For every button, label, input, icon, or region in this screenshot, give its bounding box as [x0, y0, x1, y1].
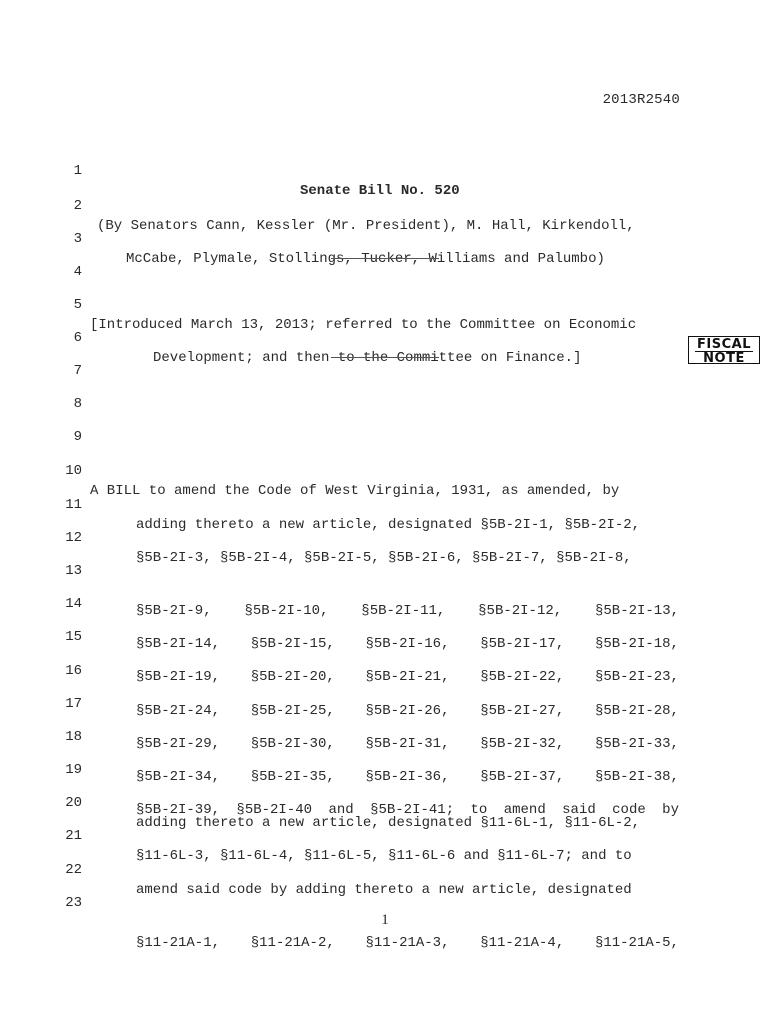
- line-number: 19: [65, 762, 82, 778]
- line-number: 4: [73, 264, 82, 280]
- bill-line: [0, 242, 770, 280]
- word: §5B-2I-39,: [136, 802, 221, 818]
- line-number: 7: [73, 363, 82, 379]
- fiscal-note-word: FISCAL: [697, 337, 751, 352]
- section-ref: §5B-2I-27,: [480, 703, 565, 719]
- bill-line: [0, 806, 770, 864]
- section-ref: §5B-2I-22,: [480, 669, 565, 685]
- page-number: 1: [381, 912, 389, 928]
- bill-text: amend said code by adding thereto a new article, designated: [136, 882, 632, 898]
- section-ref: §5B-2I-18,: [594, 636, 679, 652]
- line-number: 16: [65, 663, 82, 679]
- section-ref: §5B-2I-33,: [594, 736, 679, 752]
- word: code: [612, 802, 646, 818]
- line-number: 17: [65, 696, 82, 712]
- line-number: 12: [65, 530, 82, 546]
- introduced-line: Development; and then to the Committee on Finance.]: [153, 350, 582, 366]
- document-id: 2013R2540: [602, 92, 680, 108]
- section-ref: §5B-2I-16,: [365, 636, 450, 652]
- bill-text: adding thereto a new article, designated §11-6L-1, §11-6L-2,: [136, 815, 641, 831]
- line-number: 15: [65, 629, 82, 645]
- line-number: 6: [73, 330, 82, 346]
- section-ref: §5B-2I-37,: [480, 769, 565, 785]
- separator-line: [331, 258, 439, 259]
- line-number: 13: [65, 563, 82, 579]
- word: §5B-2I-41;: [370, 802, 455, 818]
- section-ref: §5B-2I-35,: [250, 769, 335, 785]
- bill-text: A BILL to amend the Code of West Virginia, 1931, as amended, by: [90, 483, 620, 499]
- line-number: 11: [65, 497, 82, 513]
- section-ref: §5B-2I-24,: [136, 703, 221, 719]
- line-number: 9: [73, 429, 82, 445]
- section-ref: §5B-2I-17,: [480, 636, 565, 652]
- section-ref: §5B-2I-23,: [594, 669, 679, 685]
- sponsors-line: McCabe, Plymale, Stollings, Tucker, Williams and Palumbo): [126, 251, 605, 267]
- line-number: 23: [65, 895, 82, 911]
- sponsors-line: (By Senators Cann, Kessler (Mr. President), M. Hall, Kirkendoll,: [97, 218, 635, 234]
- section-ref: §5B-2I-30,: [250, 736, 335, 752]
- section-ref: §5B-2I-38,: [594, 769, 679, 785]
- bill-text: adding thereto a new article, designated §5B-2I-1, §5B-2I-2,: [136, 517, 641, 533]
- bill-line: [0, 508, 770, 566]
- fiscal-note-stamp[interactable]: [688, 336, 760, 364]
- section-ref: §5B-2I-32,: [480, 736, 565, 752]
- section-ref: §5B-2I-31,: [365, 736, 450, 752]
- section-ref: §5B-2I-29,: [136, 736, 221, 752]
- section-ref: §5B-2I-12,: [478, 603, 563, 619]
- section-ref: §11-21A-2,: [250, 935, 335, 951]
- section-ref: §11-21A-4,: [480, 935, 565, 951]
- section-ref: §11-21A-3,: [365, 935, 450, 951]
- word: amend: [503, 802, 546, 818]
- section-ref: §5B-2I-26,: [365, 703, 450, 719]
- section-ref: §5B-2I-9,: [136, 603, 212, 619]
- bill-line: [0, 341, 770, 379]
- bill-line: [0, 475, 770, 533]
- fiscal-note-word: NOTE: [695, 351, 753, 365]
- bill-line: [0, 141, 770, 199]
- section-ref: §5B-2I-19,: [136, 669, 221, 685]
- section-ref: §5B-2I-15,: [250, 636, 335, 652]
- line-number: 1: [73, 163, 82, 179]
- separator-line: [331, 357, 439, 358]
- line-number: 8: [73, 396, 82, 412]
- section-ref: §5B-2I-13,: [594, 603, 679, 619]
- bill-text: [136, 933, 679, 953]
- bill-line: [0, 441, 770, 499]
- bill-text: §5B-2I-3, §5B-2I-4, §5B-2I-5, §5B-2I-6, §5B-2I-7, §5B-2I-8,: [136, 550, 632, 566]
- bill-line: [0, 840, 770, 898]
- line-number: 20: [65, 795, 82, 811]
- section-ref: §5B-2I-34,: [136, 769, 221, 785]
- section-ref: §5B-2I-21,: [365, 669, 450, 685]
- section-ref: §5B-2I-28,: [594, 703, 679, 719]
- line-number: 18: [65, 729, 82, 745]
- line-number: 22: [65, 862, 82, 878]
- word: to: [470, 802, 488, 818]
- bill-title: Senate Bill No. 520: [300, 183, 460, 199]
- section-ref: §11-21A-5,: [594, 935, 679, 951]
- bill-text: §11-6L-3, §11-6L-4, §11-6L-5, §11-6L-6 and §11-6L-7; and to: [136, 848, 632, 864]
- section-ref: §11-21A-1,: [136, 935, 221, 951]
- bill-line: [0, 873, 770, 951]
- section-ref: §5B-2I-36,: [365, 769, 450, 785]
- section-ref: §5B-2I-14,: [136, 636, 221, 652]
- section-ref: §5B-2I-10,: [244, 603, 329, 619]
- line-number: 21: [65, 828, 82, 844]
- bill-line: [0, 407, 770, 445]
- bill-line: [0, 209, 770, 267]
- line-number: 10: [65, 463, 82, 479]
- line-number: 3: [73, 231, 82, 247]
- line-number: 2: [73, 198, 82, 214]
- bill-line: [0, 374, 770, 412]
- section-ref: §5B-2I-11,: [361, 603, 446, 619]
- bill-line: [0, 275, 770, 333]
- word: §5B-2I-40: [236, 802, 313, 818]
- line-number: 14: [65, 596, 82, 612]
- bill-line: [0, 176, 770, 234]
- section-ref: §5B-2I-20,: [250, 669, 335, 685]
- section-ref: §5B-2I-25,: [250, 703, 335, 719]
- line-number: 5: [73, 297, 82, 313]
- word: by: [662, 802, 679, 818]
- word: said: [562, 802, 596, 818]
- word: and: [328, 802, 354, 818]
- introduced-line: [Introduced March 13, 2013; referred to the Committee on Economic: [90, 317, 637, 333]
